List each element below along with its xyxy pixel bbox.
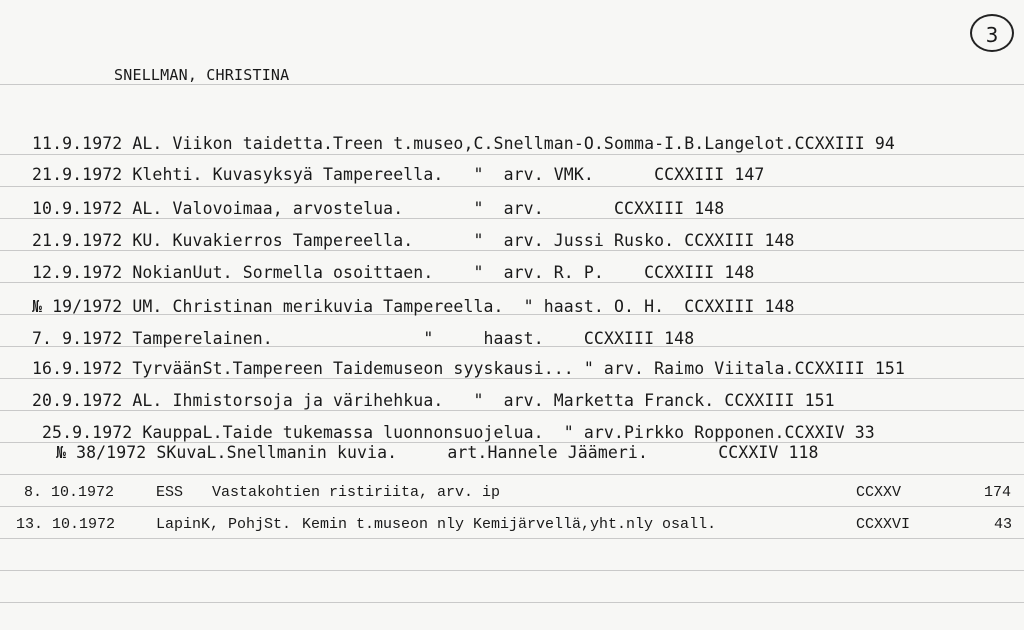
rule-line xyxy=(0,378,1024,379)
entry-row: 11.9.1972 AL. Viikon taidetta.Treen t.museo,C.Snellman-O.Somma-I.B.Langelot.CCXXIII 94 xyxy=(32,134,895,153)
rule-line xyxy=(0,538,1024,539)
typed-volume: CCXXV xyxy=(856,484,902,501)
rule-line xyxy=(0,506,1024,507)
rule-line xyxy=(0,474,1024,475)
entry-row: № 19/1972 UM. Christinan merikuvia Tampereella. " haast. O. H. CCXXIII 148 xyxy=(32,297,795,316)
rule-line xyxy=(0,218,1024,219)
typed-description: Kemin t.museon nly Kemijärvellä,yht.nly osall. xyxy=(302,516,717,533)
typed-source: LapinK, PohjSt. xyxy=(156,516,292,533)
rule-line xyxy=(0,282,1024,283)
rule-line xyxy=(0,154,1024,155)
entry-row: 12.9.1972 NokianUut. Sormella osoittaen. " arv. R. P. CCXXIII 148 xyxy=(32,263,755,282)
typed-description: Vastakohtien ristiriita, arv. ip xyxy=(212,484,501,501)
entry-row: 21.9.1972 KU. Kuvakierros Tampereella. " arv. Jussi Rusko. CCXXIII 148 xyxy=(32,231,795,250)
rule-line xyxy=(0,250,1024,251)
rule-line xyxy=(0,186,1024,187)
rule-line xyxy=(0,570,1024,571)
typed-date: 8. 10.1972 xyxy=(24,484,115,501)
typed-source: ESS xyxy=(156,484,184,501)
entry-row: 7. 9.1972 Tamperelainen. " haast. CCXXIII 148 xyxy=(32,329,695,348)
rule-line xyxy=(0,602,1024,603)
rule-line xyxy=(0,410,1024,411)
entry-row: 21.9.1972 Klehti. Kuvasyksyä Tampereella. " arv. VMK. CCXXIII 147 xyxy=(32,165,765,184)
entry-row: 25.9.1972 KauppaL.Taide tukemassa luonnonsuojelua. " arv.Pirkko Ropponen.CCXXIV 33 xyxy=(42,423,875,442)
typed-volume: CCXXVI xyxy=(856,516,911,533)
rule-line xyxy=(0,84,1024,85)
page-number: 3 xyxy=(970,14,1014,52)
entry-row: 16.9.1972 TyrväänSt.Tampereen Taidemuseon syyskausi... " arv. Raimo Viitala.CCXXIII 151 xyxy=(32,359,905,378)
entry-row: 20.9.1972 AL. Ihmistorsoja ja värihehkua. " arv. Marketta Franck. CCXXIII 151 xyxy=(32,391,835,410)
entry-row: № 38/1972 SKuvaL.Snellmanin kuvia. art.Hannele Jäämeri. CCXXIV 118 xyxy=(56,443,819,462)
typed-page: 174 xyxy=(984,484,1012,501)
entry-row: 10.9.1972 AL. Valovoimaa, arvostelua. " arv. CCXXIII 148 xyxy=(32,199,725,218)
card-title: SNELLMAN, CHRISTINA xyxy=(114,66,290,84)
typed-date: 13. 10.1972 xyxy=(16,516,116,533)
typed-page: 43 xyxy=(994,516,1013,533)
